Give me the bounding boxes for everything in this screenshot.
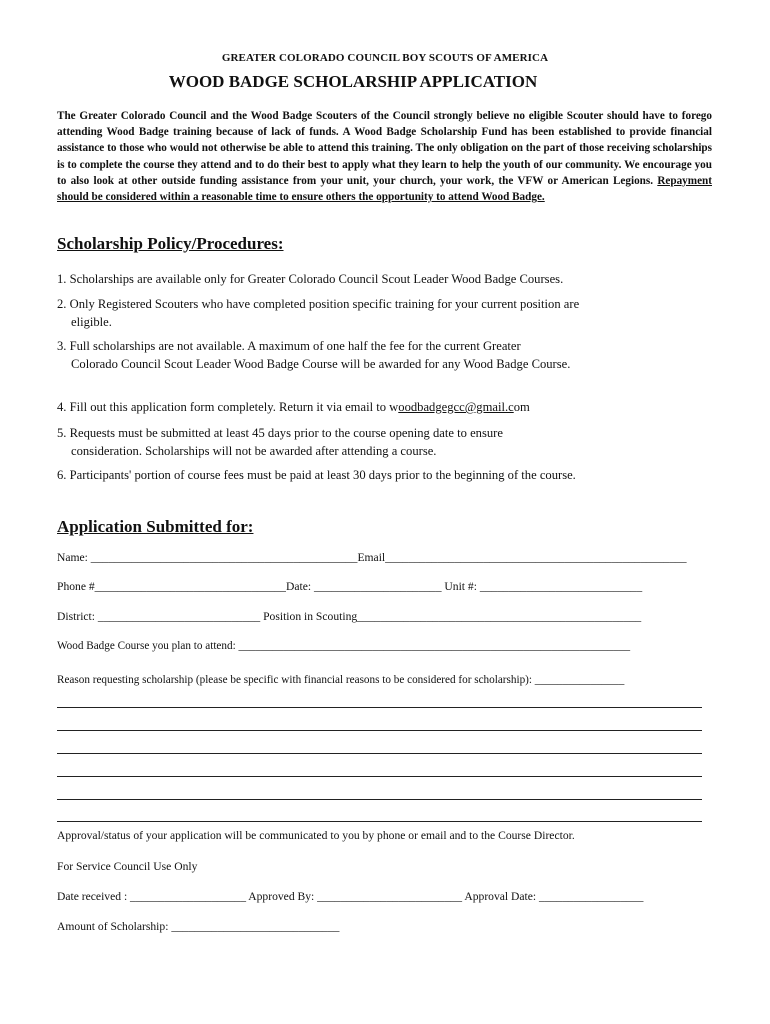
- policy-item-text: 1. Scholarships are available only for Greater Colorado Council Scout Leader Wood Badge Courses.: [57, 272, 564, 286]
- reason-blank-line[interactable]: [57, 776, 702, 777]
- policy-item-5: [57, 425, 697, 460]
- reason-blank-line[interactable]: [57, 753, 702, 754]
- contact-email-link[interactable]: oodbadgegcc@gmail.c: [398, 400, 514, 414]
- policy-item-text: 4. Fill out this application form completely. Return it via email to w: [57, 400, 399, 414]
- policy-item-continuation: consideration. Scholarships will not be awarded after attending a course.: [71, 443, 437, 458]
- course-field[interactable]: Wood Badge Course you plan to attend: ______________________________________________________________________: [57, 640, 631, 652]
- approval-fields[interactable]: Date received : ____________________ Approved By: _________________________ Approval Date: __________________: [57, 890, 644, 903]
- approval-notice: Approval/status of your application will be communicated to you by phone or email and to the Course Director.: [57, 829, 575, 842]
- reason-blank-line[interactable]: [57, 707, 702, 708]
- policy-item-4: [57, 399, 697, 417]
- intro-text: The Greater Colorado Council and the Wood Badge Scouters of the Council strongly believe no eligible Scouter should have to forego attending Wood Badge training because of lack of funds. A Wood Badge Scholarship Fund has been established to provide financial assistance to those who would not otherwise be able to attend this training. The only obligation on the part of those receiving scholarships is to complete the course they attend and to do their best to apply what they learn to help the youth of our community. We encourage you to also look at other outside funding assistance from your unit, your church, your work, the VFW or American Legions.: [57, 110, 712, 187]
- document-title: WOOD BADGE SCHOLARSHIP APPLICATION: [168, 72, 538, 91]
- application-heading: Application Submitted for:: [57, 517, 254, 536]
- policy-item-1: [57, 271, 697, 289]
- phone-date-unit-field[interactable]: Phone #_________________________________Date: ______________________ Unit #: ____________________________: [57, 580, 643, 593]
- policy-item-text-end: om: [513, 400, 530, 414]
- policy-item-text: 2. Only Registered Scouters who have completed position specific training for your current position are: [57, 297, 580, 311]
- policy-item-text: 6. Participants' portion of course fees must be paid at least 30 days prior to the beginning of the course.: [57, 468, 576, 482]
- organization-name: GREATER COLORADO COUNCIL BOY SCOUTS OF AMERICA: [221, 52, 549, 64]
- repayment-note: Repayment should be considered within a reasonable time to ensure others the opportunity to attend Wood Badge.: [57, 174, 712, 204]
- reason-field[interactable]: Reason requesting scholarship (please be specific with financial reasons to be considered for scholarship): ________________: [57, 674, 625, 686]
- policy-item-3: [57, 338, 597, 373]
- policy-item-text: 5. Requests must be submitted at least 45 days prior to the course opening date to ensure: [57, 426, 503, 440]
- policy-heading: Scholarship Policy/Procedures:: [57, 234, 284, 253]
- name-email-field[interactable]: Name: ______________________________________________Email____________________________________________________: [57, 551, 687, 564]
- policy-item-continuation: Colorado Council Scout Leader Wood Badge Course will be awarded for any Wood Badge Course.: [71, 356, 571, 371]
- intro-paragraph: [57, 108, 712, 205]
- service-council-label: For Service Council Use Only: [57, 860, 198, 873]
- policy-item-6: [57, 467, 697, 485]
- reason-blank-line[interactable]: [57, 799, 702, 800]
- policy-item-text: 3. Full scholarships are not available. A maximum of one half the fee for the current Greater: [57, 339, 521, 353]
- reason-blank-line[interactable]: [57, 821, 702, 822]
- district-position-field[interactable]: District: ____________________________ Position in Scouting_________________________________________________: [57, 610, 642, 623]
- scholarship-amount-field[interactable]: Amount of Scholarship: _____________________________: [57, 920, 340, 933]
- policy-item-continuation: eligible.: [71, 314, 112, 329]
- reason-blank-line[interactable]: [57, 730, 702, 731]
- policy-item-2: [57, 296, 697, 331]
